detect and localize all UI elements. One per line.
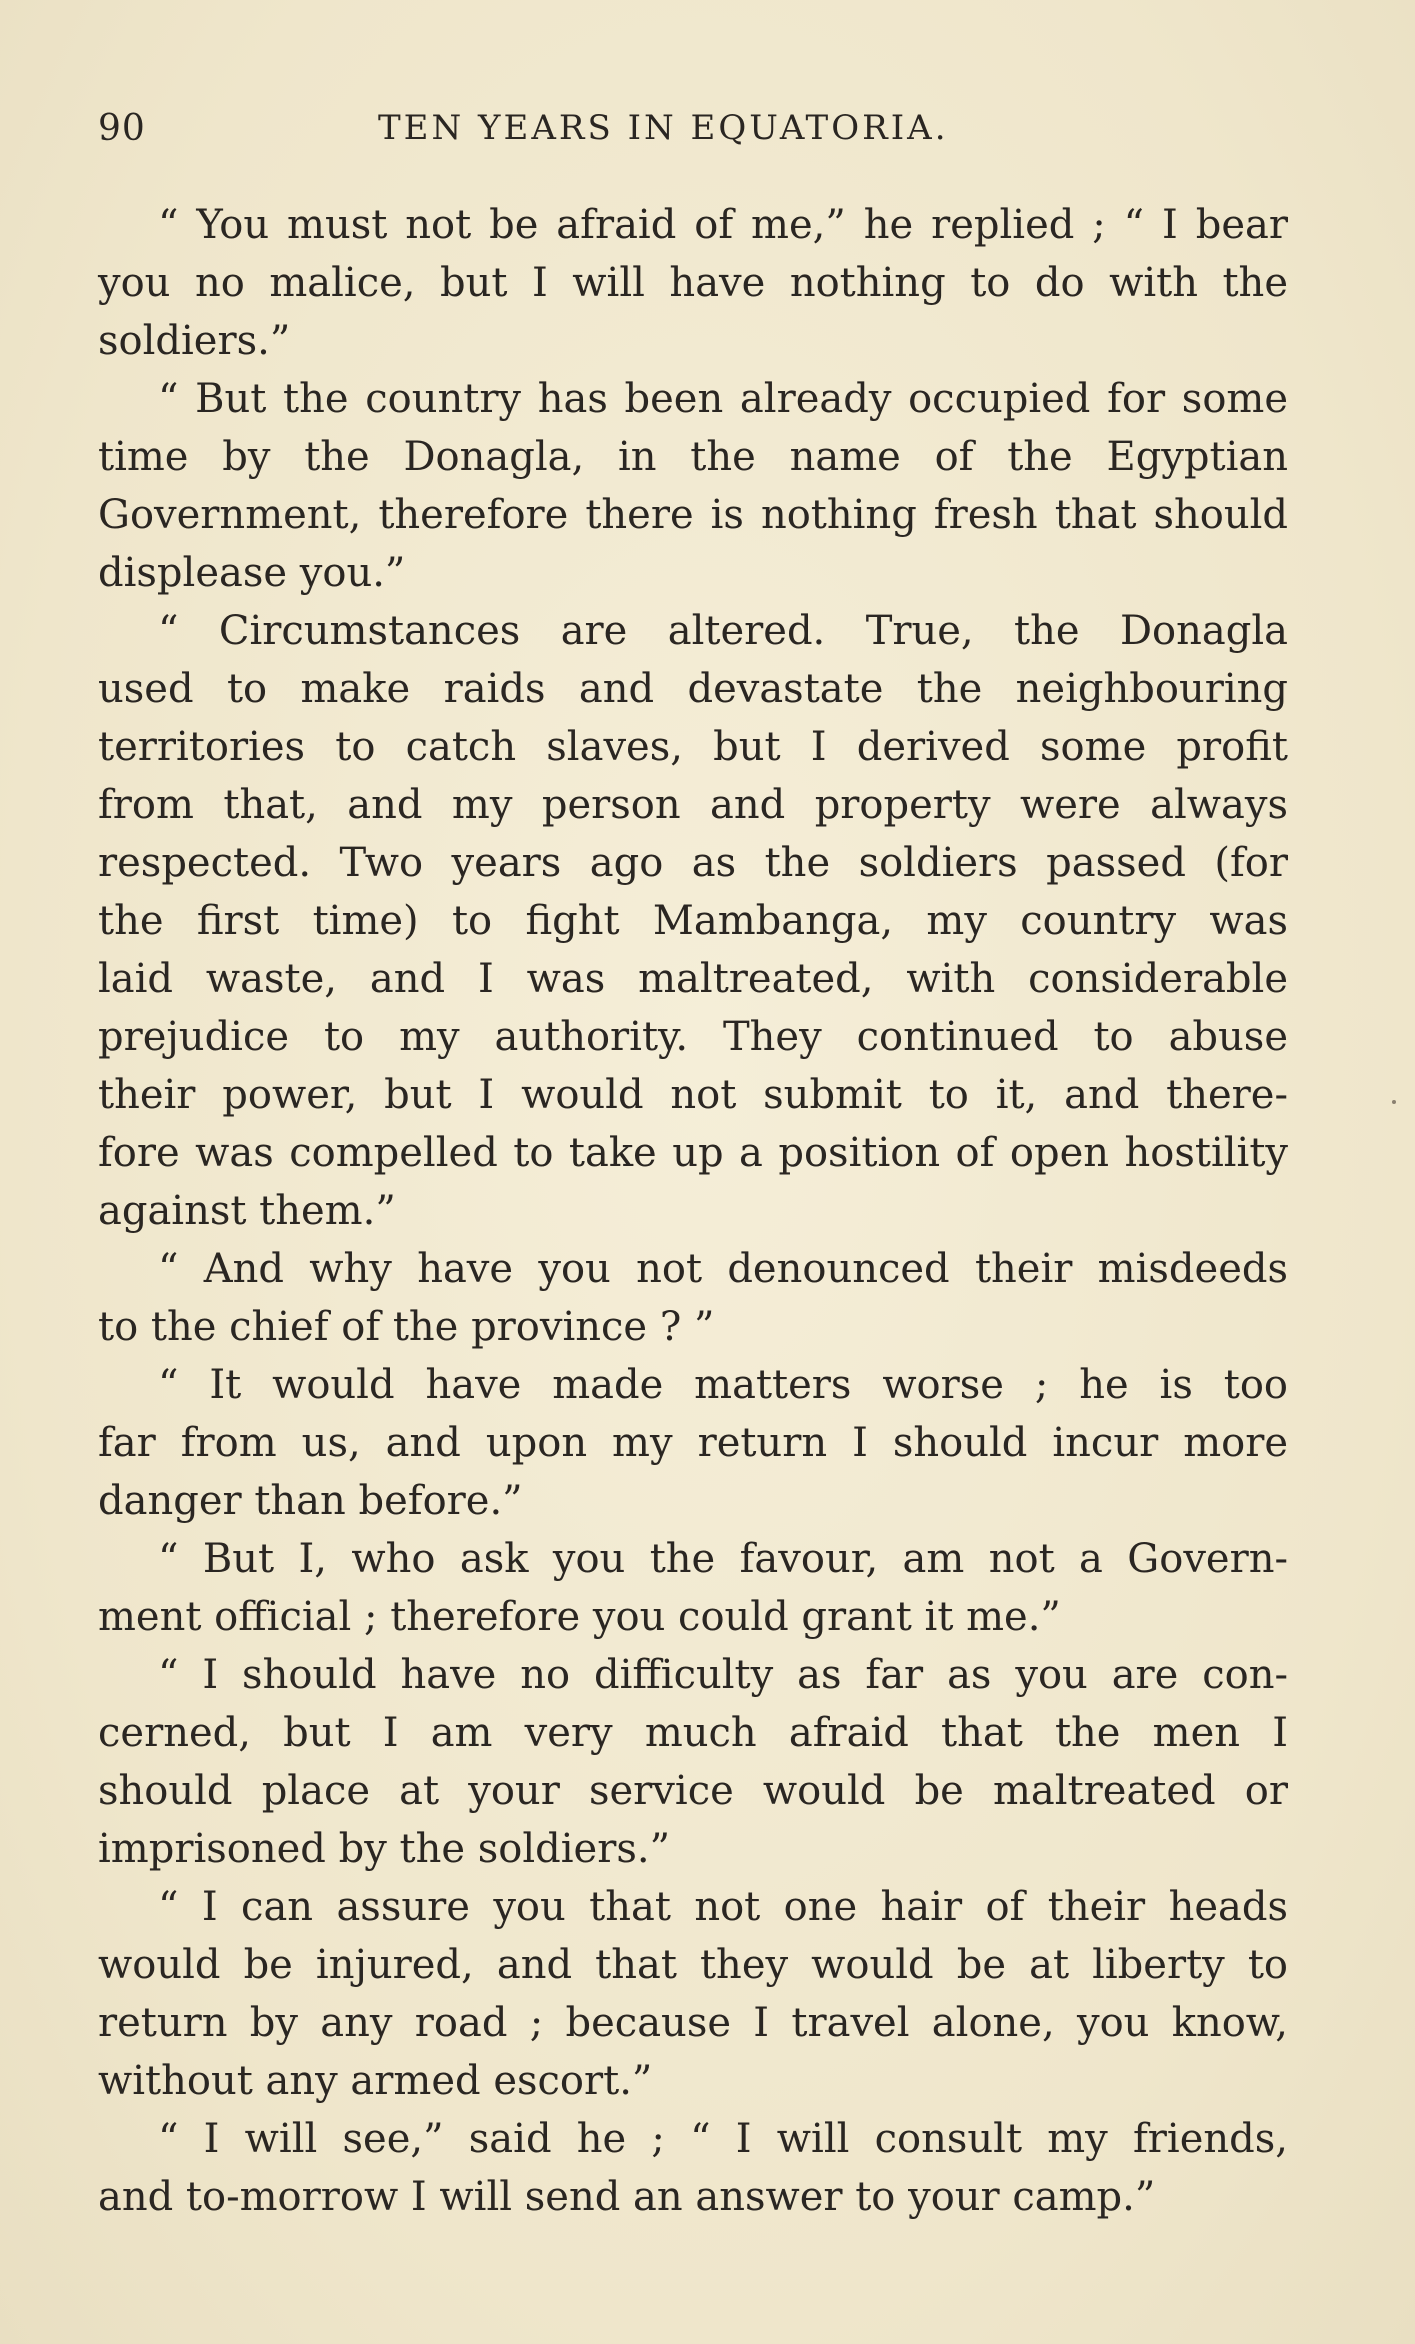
text-line: “ And why have you not denounced their misdeeds [158,1246,1288,1292]
text-line: “ But the country has been already occupied for some [158,376,1288,422]
text-line: prejudice to my authority. They continued to abuse [98,1014,1288,1060]
running-title: TEN YEARS IN EQUATORIA. [378,108,949,148]
text-line: soldiers.” [98,318,291,364]
text-line: displease you.” [98,550,406,596]
text-line: to the chief of the province ? ” [98,1304,715,1350]
text-line: “ It would have made matters worse ; he is too [158,1362,1288,1408]
text-line: return by any road ; because I travel alone, you know, [98,2000,1288,2046]
paper-speck [1392,1100,1396,1104]
text-line: danger than before.” [98,1478,523,1524]
text-line: Government, therefore there is nothing fresh that should [98,492,1288,538]
text-line: laid waste, and I was maltreated, with considerable [98,956,1288,1002]
text-line: “ I will see,” said he ; “ I will consult my friends, [158,2116,1288,2162]
text-line: should place at your service would be maltreated or [98,1768,1288,1814]
text-line: ment official ; therefore you could grant it me.” [98,1594,1061,1640]
page-number: 90 [98,108,146,149]
text-line: imprisoned by the soldiers.” [98,1826,671,1872]
text-line: would be injured, and that they would be at liberty to [98,1942,1288,1988]
text-line: far from us, and upon my return I should incur more [98,1420,1288,1466]
text-line: respected. Two years ago as the soldiers passed (for [98,840,1288,886]
text-line: the first time) to fight Mambanga, my country was [98,898,1288,944]
text-line: fore was compelled to take up a position of open hostility [98,1130,1288,1176]
text-line: “ I should have no difficulty as far as you are con- [158,1652,1288,1698]
text-line: without any armed escort.” [98,2058,653,2104]
text-line: “ Circumstances are altered. True, the Donagla [158,608,1288,654]
text-line: “ You must not be afraid of me,” he replied ; “ I bear [158,202,1288,248]
text-line: against them.” [98,1188,396,1234]
text-line: and to-morrow I will send an answer to your camp.” [98,2174,1156,2220]
text-line: “ I can assure you that not one hair of their heads [158,1884,1288,1930]
body-text [98,196,1288,2226]
text-line: you no malice, but I will have nothing to do with the [98,260,1288,306]
text-line: cerned, but I am very much afraid that the men I [98,1710,1288,1756]
text-line: their power, but I would not submit to it, and there- [98,1072,1288,1118]
text-line: from that, and my person and property were always [98,782,1288,828]
text-line: used to make raids and devastate the neighbouring [98,666,1288,712]
text-line: territories to catch slaves, but I derived some profit [98,724,1288,770]
text-line: time by the Donagla, in the name of the Egyptian [98,434,1288,480]
running-head [98,108,1038,152]
text-line: “ But I, who ask you the favour, am not a Govern- [158,1536,1288,1582]
